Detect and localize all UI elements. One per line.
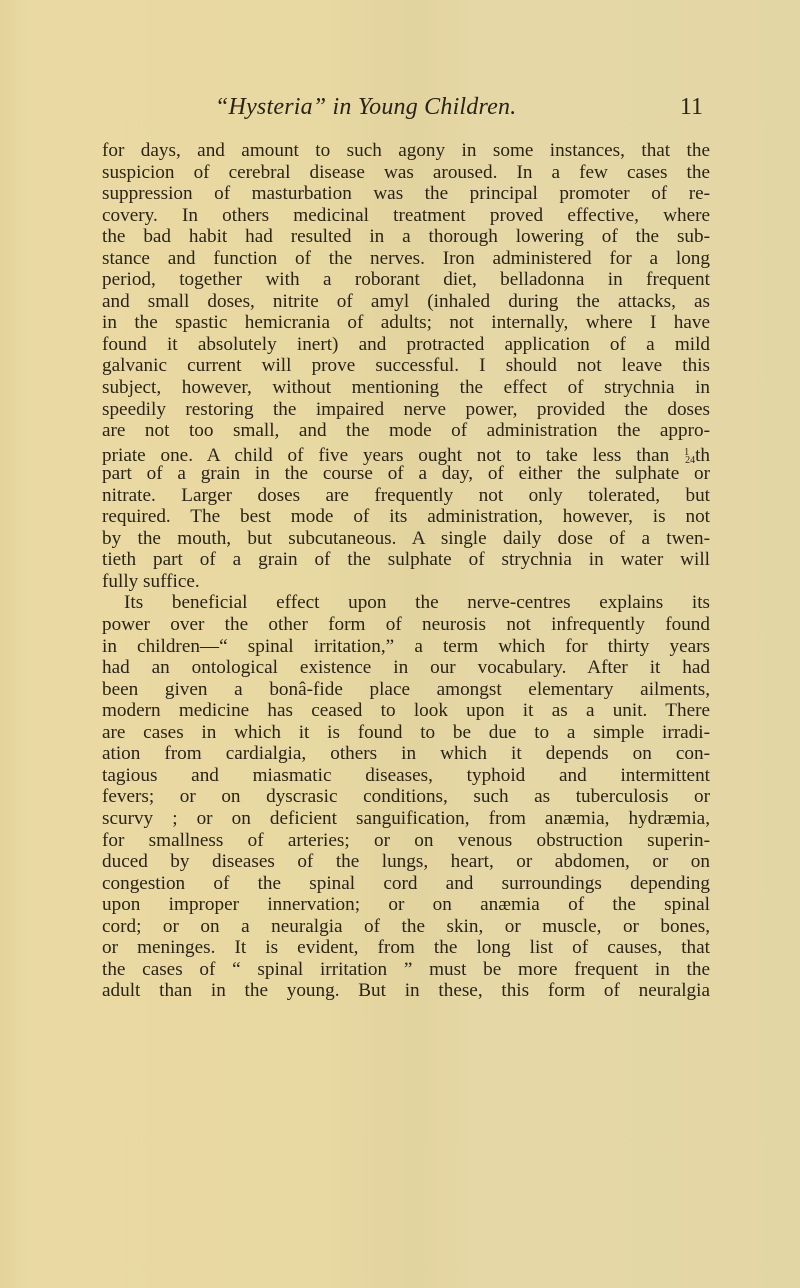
text-line: period, together with a roborant diet, belladonna in frequent [102, 269, 710, 291]
text-line: and small doses, nitrite of amyl (inhaled during the attacks, as [102, 290, 710, 312]
text-line: tieth part of a grain of the sulphate of strychnia in water will [102, 549, 710, 571]
text-line: by the mouth, but subcutaneous. A single daily dose of a twen- [102, 527, 710, 549]
text-line: fully suffice. [102, 570, 200, 592]
text-line: tagious and miasmatic diseases, typhoid and intermittent [102, 764, 710, 786]
text-line: required. The best mode of its administration, however, is not [102, 506, 710, 528]
text-line: found it absolutely inert) and protracted application of a mild [102, 333, 710, 355]
text-line: speedily restoring the impaired nerve power, provided the doses [102, 398, 710, 420]
text-line: covery. In others medicinal treatment proved effective, where [102, 204, 710, 226]
text-line: or meninges. It is evident, from the long list of causes, that [102, 937, 710, 959]
text-line: scurvy ; or on deficient sanguification, from anæmia, hydræmia, [102, 807, 710, 829]
fraction-suffix: th [695, 444, 710, 466]
text-line: for days, and amount to such agony in some instances, that the [102, 140, 710, 161]
text-line: nitrate. Larger doses are frequently not only tolerated, but [102, 484, 710, 506]
page-number: 11 [679, 94, 703, 120]
body-text [102, 140, 710, 1002]
fraction-denominator: 24 [685, 454, 696, 466]
text-line-with-fraction [102, 442, 710, 464]
text-line: are not too small, and the mode of administration the appro- [102, 420, 710, 442]
text-line: in the spastic hemicrania of adults; not internally, where I have [102, 312, 710, 334]
fraction-numerator: 1 [684, 446, 690, 458]
text-segment: priate one. A child of five years ought not to take less than [102, 444, 670, 466]
text-line: upon improper innervation; or on anæmia of the spinal [102, 894, 710, 916]
text-line: suppression of masturbation was the principal promoter of re- [102, 183, 710, 205]
text-line: for smallness of arteries; or on venous obstruction superin- [102, 829, 710, 851]
text-line: duced by diseases of the lungs, heart, or abdomen, or on [102, 851, 710, 873]
text-line: in children—“ spinal irritation,” a term which for thirty years [102, 635, 710, 657]
text-line: stance and function of the nerves. Iron administered for a long [102, 247, 710, 269]
text-line: adult than in the young. But in these, this form of neuralgia [102, 980, 710, 1002]
paragraph-1 [102, 140, 710, 592]
text-line: subject, however, without mentioning the effect of strychnia in [102, 377, 710, 399]
text-line: Its beneficial effect upon the nerve-centres explains its [124, 592, 710, 614]
text-line: galvanic current will prove successful. I should not leave this [102, 355, 710, 377]
text-line: are cases in which it is found to be due to a simple irradi- [102, 721, 710, 743]
page-header [215, 94, 715, 124]
text-line: cord; or on a neuralgia of the skin, or muscle, or bones, [102, 915, 710, 937]
text-line: the cases of “ spinal irritation ” must be more frequent in the [102, 958, 710, 980]
text-line: ation from cardialgia, others in which it depends on con- [102, 743, 710, 765]
text-line: modern medicine has ceased to look upon it as a unit. There [102, 700, 710, 722]
text-line: had an ontological existence in our vocabulary. After it had [102, 657, 710, 679]
text-line: the bad habit had resulted in a thorough lowering of the sub- [102, 226, 710, 248]
paragraph-2 [102, 592, 710, 1001]
text-line: been given a bonâ-fide place amongst elementary ailments, [102, 678, 710, 700]
running-title: “Hysteria” in Young Children. [215, 94, 517, 120]
text-line: part of a grain in the course of a day, of either the sulphate or [102, 463, 710, 485]
text-line: fevers; or on dyscrasic conditions, such as tuberculosis or [102, 786, 710, 808]
text-line: congestion of the spinal cord and surroundings depending [102, 872, 710, 894]
text-line: suspicion of cerebral disease was aroused. In a few cases the [102, 161, 710, 183]
text-line: power over the other form of neurosis not infrequently found [102, 614, 710, 636]
